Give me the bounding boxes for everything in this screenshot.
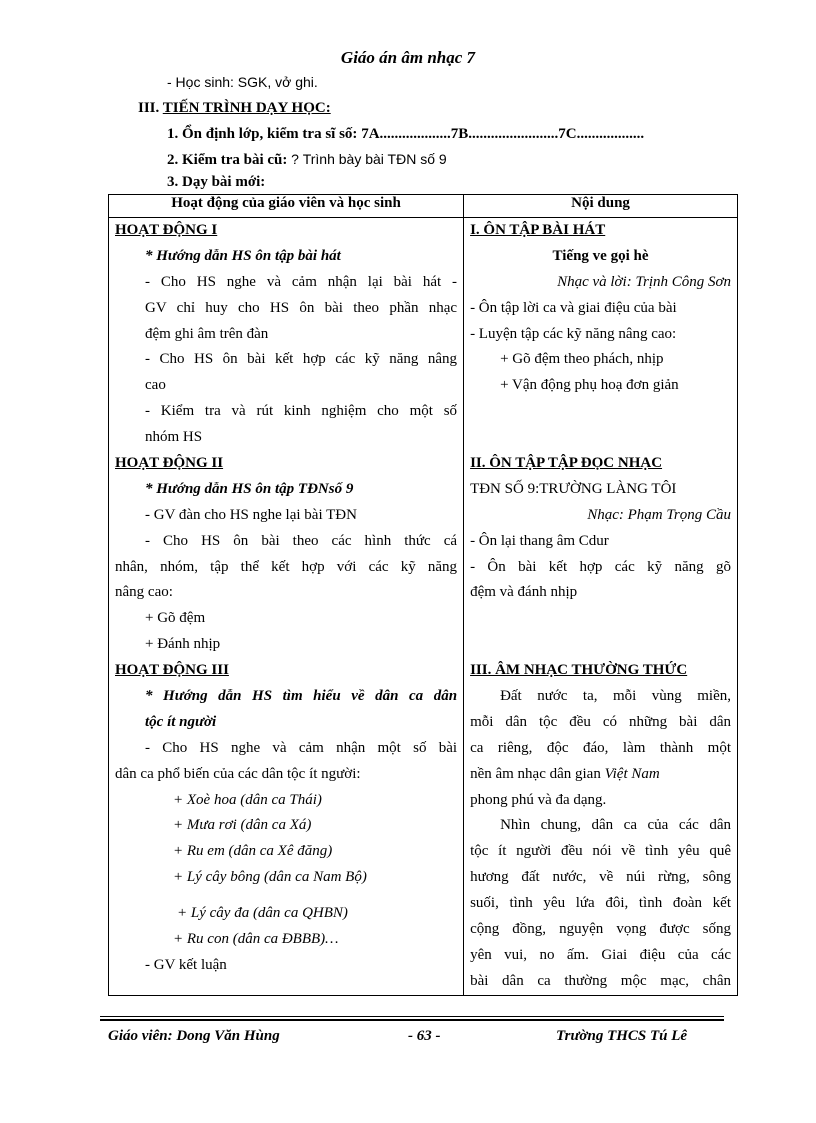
right-line: suối, tình yêu lứa đôi, tình đoàn kết bbox=[470, 895, 731, 912]
activity-2-heading: HOẠT ĐỘNG II bbox=[115, 455, 224, 472]
right-line-text: nền âm nhạc dân gian bbox=[470, 765, 601, 782]
blank-line bbox=[470, 425, 731, 451]
activity-3-subtitle: * Hướng dẫn HS tìm hiểu về dân ca dân bbox=[145, 688, 458, 705]
activity-2-subtitle: * Hướng dẫn HS ôn tập TĐNsố 9 bbox=[145, 480, 354, 497]
school-name: Trường THCS Tú Lê bbox=[556, 1028, 688, 1044]
page-number: - 63 - bbox=[408, 1028, 441, 1044]
left-line: + Gõ đệm bbox=[145, 610, 206, 627]
song-item: + Ru con (dân ca ĐBBB)… bbox=[173, 931, 339, 948]
left-line: cao bbox=[145, 377, 166, 394]
content-3-heading: III. ÂM NHẠC THƯỜNG THỨC bbox=[470, 662, 688, 679]
left-line: - GV đàn cho HS nghe lại bài TĐN bbox=[145, 506, 357, 523]
footer-rule bbox=[100, 1016, 724, 1017]
right-line: cộng đồng, nguyện vọng được sống bbox=[470, 921, 731, 938]
left-line: - Kiểm tra và rút kinh nghiệm cho một số bbox=[145, 403, 458, 420]
right-line: - Ôn tập lời ca và giai điệu của bài bbox=[470, 299, 677, 316]
right-line-mixed bbox=[470, 762, 731, 788]
footer-rule bbox=[100, 1019, 724, 1021]
header-activity: Hoạt động của giáo viên và học sinh bbox=[109, 195, 464, 218]
song-item: + Lý cây đa (dân ca QHBN) bbox=[177, 905, 348, 922]
left-line: - Cho HS nghe và cảm nhận lại bài hát - bbox=[145, 273, 458, 290]
activity-3-heading: HOẠT ĐỘNG III bbox=[115, 662, 229, 679]
left-line: nhân, nhóm, tập thể kết hợp với các kỹ năng bbox=[115, 558, 458, 575]
song-title: Tiếng ve gọi hè bbox=[552, 247, 649, 264]
activity-column bbox=[109, 218, 464, 996]
right-line: bài dân ca thường mộc mạc, chân bbox=[470, 972, 731, 989]
left-line: GV chỉ huy cho HS ôn bài theo phần nhạc bbox=[145, 299, 458, 316]
left-line: nhóm HS bbox=[145, 429, 203, 446]
left-line: nâng cao: bbox=[115, 584, 173, 601]
song-item: + Lý cây bông (dân ca Nam Bộ) bbox=[173, 869, 367, 886]
right-line: đệm và đánh nhịp bbox=[470, 584, 578, 601]
spacer bbox=[115, 891, 457, 901]
content-1-heading: I. ÔN TẬP BÀI HÁT bbox=[470, 222, 606, 238]
left-line: - Cho HS nghe và cảm nhận một số bài bbox=[145, 739, 458, 756]
step2-value: Trình bày bài TĐN số 9 bbox=[302, 151, 447, 167]
right-line: hương đất nước, về núi rừng, sông bbox=[470, 869, 731, 886]
right-line: - Ôn bài kết hợp các kỹ năng gõ bbox=[470, 558, 731, 575]
step1-line bbox=[167, 126, 644, 143]
right-line: yên vui, no ấm. Giai điệu của các bbox=[470, 946, 731, 963]
right-line: ca riêng, độc đáo, làm thành một bbox=[470, 739, 731, 756]
step2-label: 2. Kiểm tra bài cũ: bbox=[167, 152, 288, 168]
section-title: TIẾN TRÌNH DẠY HỌC: bbox=[162, 100, 331, 116]
left-line: đệm ghi âm trên đàn bbox=[145, 325, 269, 342]
right-line: Đất nước ta, mỗi vùng miền, bbox=[500, 688, 731, 705]
solfege-title: TĐN SỐ 9:TRƯỜNG LÀNG TÔI bbox=[470, 480, 677, 497]
right-line: phong phú và đa dạng. bbox=[470, 791, 607, 808]
left-line: + Đánh nhịp bbox=[145, 636, 221, 653]
blank-line bbox=[470, 606, 731, 632]
materials-line: - Học sinh: SGK, vở ghi. bbox=[167, 74, 318, 90]
content-2-heading: II. ÔN TẬP TẬP ĐỌC NHẠC bbox=[470, 455, 663, 472]
content-column bbox=[464, 218, 738, 996]
song-item: + Ru em (dân ca Xê đăng) bbox=[173, 843, 333, 860]
right-line: - Ôn lại thang âm Cdur bbox=[470, 532, 609, 549]
solfege-author: Nhạc: Phạm Trọng Cầu bbox=[587, 506, 731, 523]
right-line: tộc ít người đều nói về tình yêu quê bbox=[470, 843, 731, 860]
page-title: Giáo án âm nhạc 7 bbox=[340, 48, 476, 67]
country-name: Việt Nam bbox=[604, 765, 660, 782]
right-line: mỗi dân tộc đều có những bài dân bbox=[470, 713, 731, 730]
right-line: Nhìn chung, dân ca của các dân bbox=[500, 817, 731, 834]
activity-1-heading: HOẠT ĐỘNG I bbox=[115, 222, 218, 238]
header-content: Nội dung bbox=[464, 195, 738, 218]
song-item: + Mưa rơi (dân ca Xá) bbox=[173, 817, 312, 834]
activity-1-subtitle: * Hướng dẫn HS ôn tập bài hát bbox=[145, 247, 341, 264]
activity-3-subtitle-cont: tộc ít người bbox=[145, 713, 217, 730]
section-heading bbox=[138, 100, 331, 117]
teacher-name: Dong Văn Hùng bbox=[176, 1028, 280, 1044]
table-header-row bbox=[109, 195, 738, 218]
right-line: + Vận động phụ hoạ đơn giản bbox=[500, 377, 679, 394]
left-line: - GV kết luận bbox=[145, 956, 227, 973]
song-item: + Xoè hoa (dân ca Thái) bbox=[173, 791, 322, 808]
right-line: + Gõ đệm theo phách, nhịp bbox=[500, 351, 664, 368]
teacher-label: Giáo viên: bbox=[108, 1028, 173, 1044]
right-line: - Luyện tập các kỹ năng nâng cao: bbox=[470, 325, 677, 342]
left-line: - Cho HS ôn bài theo các hình thức cá bbox=[145, 532, 458, 549]
step1-label: 1. Ổn định lớp, kiểm tra sĩ số: bbox=[167, 126, 358, 142]
song-author: Nhạc và lời: Trịnh Công Sơn bbox=[557, 273, 731, 290]
left-line: - Cho HS ôn bài kết hợp các kỹ năng nâng bbox=[145, 351, 458, 368]
lesson-table bbox=[108, 194, 738, 996]
blank-line bbox=[470, 632, 731, 658]
step2-line bbox=[167, 151, 447, 169]
step3-line: 3. Dạy bài mới: bbox=[167, 174, 266, 190]
question-mark: ? bbox=[291, 151, 299, 167]
left-line: dân ca phổ biến của các dân tộc ít người: bbox=[115, 765, 361, 782]
footer-teacher bbox=[108, 1028, 280, 1045]
blank-line bbox=[470, 399, 731, 425]
table-body-row bbox=[109, 218, 738, 996]
step1-value: 7A...................7B........................7C.................. bbox=[361, 126, 645, 142]
section-number: III. bbox=[138, 100, 160, 116]
